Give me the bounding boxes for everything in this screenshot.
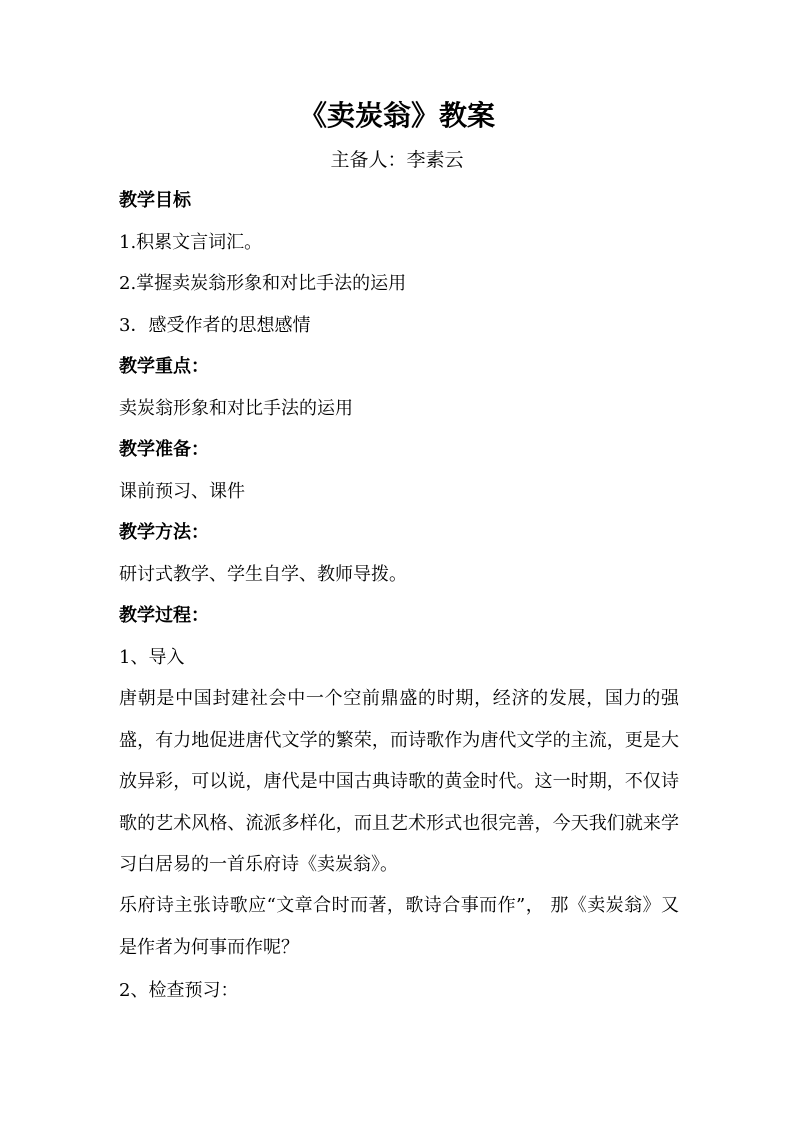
question-paragraph: 乐府诗主张诗歌应“文章合时而著，歌诗合事而作”， 那《卖炭翁》又是作者为何事而作呢？ — [119, 895, 679, 958]
document-title: 《卖炭翁》教案 — [298, 99, 495, 132]
process-step-1: 1、导入 — [119, 647, 185, 668]
methods-heading: 教学方法： — [119, 522, 209, 543]
process-heading: 教学过程： — [119, 605, 209, 626]
intro-paragraph: 唐朝是中国封建社会中一个空前鼎盛的时期，经济的发展，国力的强盛，有力地促进唐代文学的繁荣，而诗歌作为唐代文学的主流，更是大放异彩，可以说，唐代是中国古典诗歌的黄金时代。这一时期，不仅诗歌的艺术风格、流派多样化，而且艺术形式也很完善，今天我们就来学习白居易的一首乐府诗《卖炭翁》。 — [119, 688, 679, 875]
key-points-text: 卖炭翁形象和对比手法的运用 — [119, 398, 353, 419]
methods-text: 研讨式教学、学生自学、教师导拨。 — [119, 564, 407, 585]
goal-item-1: 1.积累文言词汇。 — [119, 232, 263, 253]
key-points-heading: 教学重点： — [119, 356, 209, 377]
preparation-heading: 教学准备： — [119, 439, 209, 460]
goal-item-3: 3．感受作者的思想感情 — [119, 315, 311, 336]
preparation-text: 课前预习、课件 — [119, 481, 245, 502]
author-line: 主备人：李素云 — [330, 149, 464, 171]
goal-item-2: 2.掌握卖炭翁形象和对比手法的运用 — [119, 273, 407, 294]
process-step-2: 2、检查预习： — [119, 980, 239, 1001]
goals-heading: 教学目标 — [119, 190, 191, 211]
